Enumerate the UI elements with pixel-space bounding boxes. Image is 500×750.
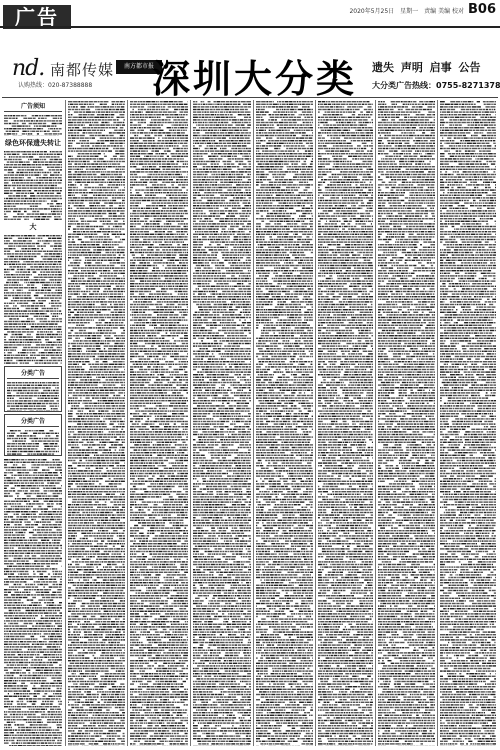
text-texture: [376, 100, 437, 746]
column-rule: [253, 100, 254, 746]
text-texture: [316, 100, 375, 746]
text-texture: [5, 429, 61, 455]
contact-line: 认购热线：020-87388888: [18, 80, 92, 89]
text-texture: [2, 458, 64, 746]
text-texture: [66, 100, 127, 746]
top-rule: [0, 26, 500, 28]
column-rule: [65, 100, 66, 746]
notice-heading: 大: [4, 222, 62, 232]
logo-mark: nd.: [12, 56, 44, 81]
column-rule: [437, 100, 438, 746]
ad-hotline: 大分类广告热线：0755-82713783: [372, 80, 500, 91]
classified-column: [254, 100, 315, 746]
masthead: [0, 44, 500, 100]
text-texture: [128, 100, 190, 746]
ad-box-heading: 分类广告: [7, 415, 59, 427]
classified-column: [438, 100, 498, 746]
column-rule: [315, 100, 316, 746]
logo-name: 南都传媒: [50, 59, 114, 80]
page-title: 深圳大分类: [152, 48, 357, 103]
column-rule: [375, 100, 376, 746]
classified-column: [128, 100, 190, 746]
classified-column: [2, 100, 64, 746]
top-bar: [0, 0, 500, 30]
section-tab: 广告: [3, 5, 71, 29]
text-texture: [438, 100, 498, 746]
ad-box-heading: 分类广告: [7, 367, 59, 379]
classified-column: [66, 100, 127, 746]
ad-box: [4, 414, 62, 456]
text-texture: [2, 150, 64, 220]
logo-badge: 南方都市报: [116, 60, 162, 74]
column-heading: 广告须知: [4, 100, 62, 112]
notice-heading: 绿色环保遗失转让: [4, 138, 62, 148]
text-texture: [5, 381, 61, 411]
text-texture: [2, 114, 64, 136]
column-rule: [127, 100, 128, 746]
column-rule: [190, 100, 191, 746]
classified-column: [376, 100, 437, 746]
page-number: B06: [468, 2, 496, 17]
text-texture: [191, 100, 253, 746]
classified-column: [191, 100, 253, 746]
header-rule: [2, 97, 498, 98]
classified-column: [316, 100, 375, 746]
text-texture: [2, 234, 64, 364]
notice-types: 遗失 声明 启事 公告: [372, 59, 481, 75]
date-line: 2020年5月25日 星期一 责编 美编 校对: [349, 6, 464, 15]
ad-box: [4, 366, 62, 412]
classified-columns: [2, 100, 498, 746]
text-texture: [254, 100, 315, 746]
